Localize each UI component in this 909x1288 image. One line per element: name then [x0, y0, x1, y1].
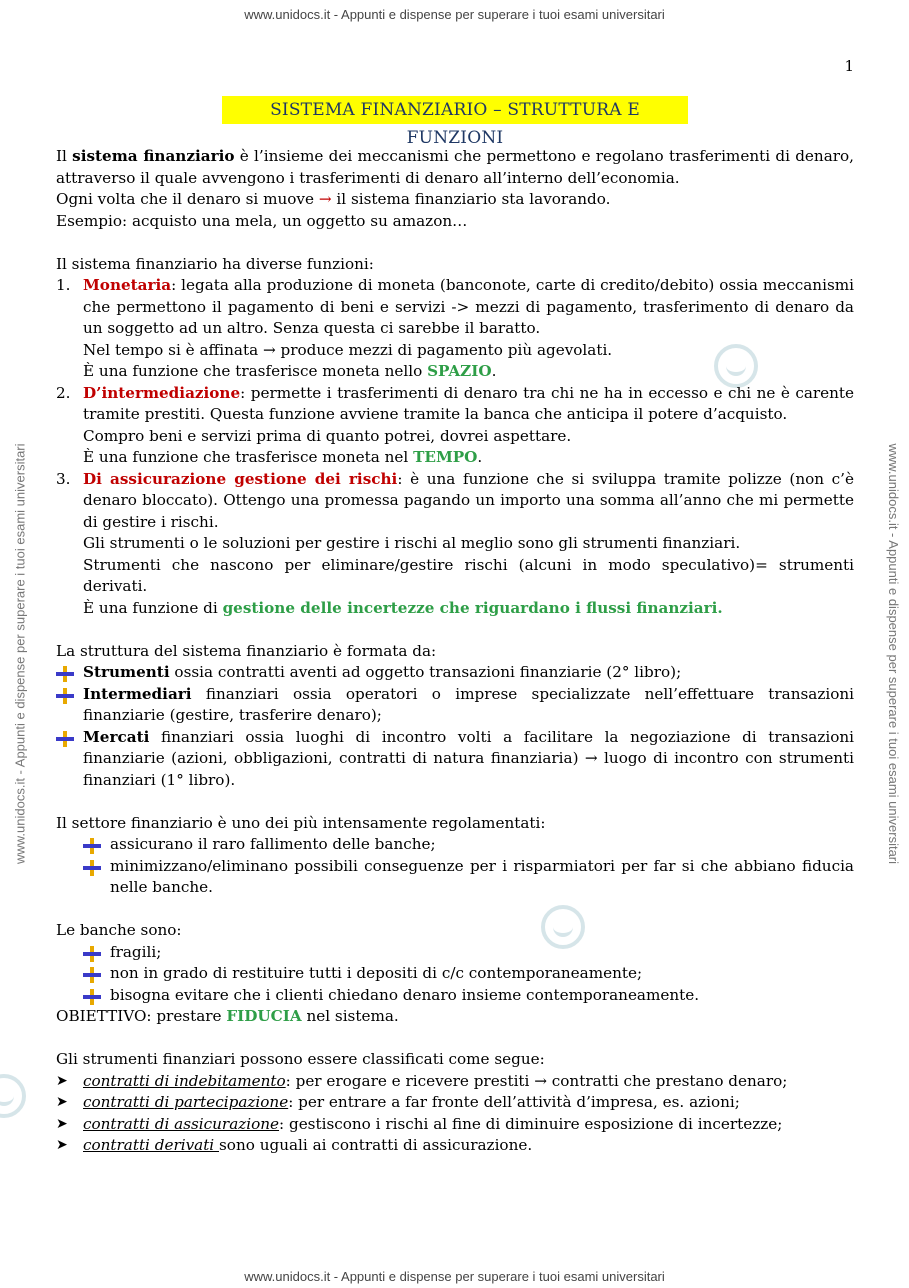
list-item [56, 1135, 854, 1157]
banche-text: bisogna evitare che i clienti chiedano denaro insieme contemporaneamente. [110, 985, 700, 1004]
list-item [56, 963, 854, 985]
list-item [56, 834, 854, 856]
plus-bullet-icon [83, 860, 101, 876]
arrow-bullet-icon: ➤ [56, 1137, 68, 1153]
strumento-name: contratti derivati [83, 1136, 219, 1154]
banche-text: fragili; [110, 942, 162, 961]
funzione-line: Gli strumenti o le soluzioni per gestire i rischi al meglio sono gli strumenti finanziari. [83, 534, 741, 552]
list-item [56, 727, 854, 792]
funzione-name: Monetaria [83, 276, 172, 294]
strumento-text: : per entrare a far fronte dell’attività d’impresa, es. azioni; [288, 1093, 740, 1111]
strumento-name: contratti di indebitamento [83, 1071, 286, 1090]
funzione-keyword: SPAZIO [427, 362, 492, 380]
obiettivo-text: nel sistema. [301, 1007, 399, 1025]
funzioni-heading: Il sistema finanziario ha diverse funzioni: [56, 254, 374, 273]
strumento-text: sono uguali ai contratti di assicurazione. [219, 1136, 533, 1154]
item-number: 1. [56, 276, 71, 294]
list-item [56, 1092, 854, 1114]
list-item [56, 985, 854, 1007]
document-body [56, 146, 854, 1157]
intro-text: il sistema finanziario sta lavorando. [331, 190, 611, 208]
arrow-bullet-icon: ➤ [56, 1094, 68, 1110]
funzione-line: Compro beni e servizi prima di quanto potrei, dovrei aspettare. [83, 426, 572, 445]
strumento-name: contratti di partecipazione [83, 1093, 289, 1111]
obiettivo-text: OBIETTIVO: prestare [56, 1007, 227, 1025]
plus-bullet-icon [83, 967, 101, 983]
funzione-text: : permette i trasferimenti di denaro tra chi ne ha in eccesso e chi ne è carente tramite prestiti. Questa funzione avviene tramite la banca che anticipa il potere d’acquisto. [83, 383, 854, 423]
intro-line [56, 189, 854, 211]
obiettivo-keyword: FIDUCIA [226, 1007, 302, 1025]
arrow-bullet-icon: ➤ [56, 1072, 68, 1089]
list-item [56, 469, 854, 620]
arrow-bullet-icon: ➤ [56, 1115, 68, 1132]
funzione-line: È una funzione di [83, 598, 223, 617]
page-title: SISTEMA FINANZIARIO – STRUTTURA E FUNZIONI [222, 96, 688, 124]
watermark-logo-icon [0, 1074, 26, 1118]
plus-bullet-icon [56, 688, 74, 704]
plus-bullet-icon [83, 838, 101, 854]
item-number: 3. [56, 469, 71, 488]
intro-paragraph [56, 146, 854, 189]
settore-list [56, 834, 854, 899]
plus-bullet-icon [83, 946, 101, 962]
watermark-top: www.unidocs.it - Appunti e dispense per superare i tuoi esami universitari [244, 7, 665, 22]
list-item [56, 275, 854, 383]
list-item [56, 942, 854, 964]
settore-text: assicurano il raro fallimento delle banche; [110, 835, 436, 853]
plus-bullet-icon [56, 731, 74, 747]
struttura-term: Mercati [83, 727, 150, 746]
banche-heading: Le banche sono: [56, 921, 182, 939]
watermark-right: www.unidocs.it - Appunti e dispense per superare i tuoi esami universitari [885, 443, 901, 865]
list-item [56, 383, 854, 469]
funzione-name: Di assicurazione gestione dei rischi [83, 469, 398, 488]
intro-text: Il [56, 147, 73, 165]
funzione-text: : legata alla produzione di moneta (banconote, carte di credito/debito) ossia meccanismi che permettono il pagamento di beni e servizi -> mezzi di pagamento, trasferimento di denaro da un soggetto ad un altro. Senza questa ci sarebbe il baratto. [83, 276, 854, 337]
funzione-line: . [491, 362, 497, 380]
watermark-left: www.unidocs.it - Appunti e dispense per superare i tuoi esami universitari [12, 443, 28, 865]
obiettivo-line [56, 1006, 854, 1028]
strumento-text: : gestiscono i rischi al fine di diminuire esposizione di incertezze; [279, 1114, 783, 1133]
funzione-keyword: gestione delle incertezze che riguardano i flussi finanziari. [222, 598, 723, 617]
arrow-icon: → [318, 190, 332, 208]
list-item [56, 1114, 854, 1136]
strumenti-list [56, 1071, 854, 1157]
funzione-line: Strumenti che nascono per eliminare/gestire rischi (alcuni in modo speculativo)= strumenti derivati. [83, 555, 854, 595]
struttura-term: Strumenti [83, 663, 170, 681]
settore-heading: Il settore finanziario è uno dei più intensamente regolamentati: [56, 813, 546, 832]
struttura-heading: La struttura del sistema finanziario è formata da: [56, 641, 437, 660]
strumento-text: : per erogare e ricevere prestiti → contratti che prestano denaro; [285, 1071, 788, 1090]
funzione-line: È una funzione che trasferisce moneta nel [83, 448, 414, 466]
intro-text: è l’insieme dei meccanismi che permettono e regolano trasferimenti di denaro, attraverso il quale avvengono i trasferimenti di denaro all’interno dell’economia. [56, 147, 854, 187]
list-item [56, 856, 854, 899]
intro-keyword: sistema finanziario [72, 147, 235, 165]
funzione-line: . [477, 448, 483, 466]
struttura-term: Intermediari [83, 684, 192, 703]
intro-example: Esempio: acquisto una mela, un oggetto su amazon… [56, 211, 468, 230]
watermark-bottom: www.unidocs.it - Appunti e dispense per superare i tuoi esami universitari [244, 1269, 665, 1284]
strumenti-heading: Gli strumenti finanziari possono essere classificati come segue: [56, 1050, 545, 1068]
strumento-name: contratti di assicurazione [83, 1114, 280, 1133]
plus-bullet-icon [83, 989, 101, 1005]
plus-bullet-icon [56, 666, 74, 682]
funzione-line: È una funzione che trasferisce moneta nello [83, 362, 428, 380]
list-item [56, 662, 854, 684]
intro-text: Ogni volta che il denaro si muove [56, 190, 319, 208]
funzione-line: Nel tempo si è affinata → produce mezzi di pagamento più agevolati. [83, 340, 613, 359]
funzione-name: D’intermediazione [83, 383, 241, 402]
funzioni-list [56, 275, 854, 619]
list-item [56, 1071, 854, 1093]
struttura-text: ossia contratti aventi ad oggetto transazioni finanziarie (2° libro); [169, 663, 682, 681]
struttura-text: finanziari ossia operatori o imprese specializzate nell’effettuare transazioni finanziarie (gestire, trasferire denaro); [83, 684, 854, 724]
page-number: 1 [844, 57, 854, 75]
item-number: 2. [56, 383, 71, 402]
settore-text: minimizzano/eliminano possibili conseguenze per i risparmiatori per far si che abbiano fiducia nelle banche. [110, 856, 854, 896]
struttura-list [56, 662, 854, 791]
banche-text: non in grado di restituire tutti i depositi di c/c contemporaneamente; [110, 964, 643, 982]
funzione-text: : è una funzione che si sviluppa tramite polizze (non c’è denaro bloccato). Ottengo una promessa pagando un importo una somma all’anno che mi permette di gestire i rischi. [83, 469, 855, 531]
list-item [56, 684, 854, 727]
funzione-keyword: TEMPO [413, 448, 478, 466]
struttura-text: finanziari ossia luoghi di incontro volti a facilitare la negoziazione di transazioni finanziarie (azioni, obbligazioni, contratti di natura finanziaria) → luogo di incontro con strumenti finanziari (1° libro). [83, 727, 854, 789]
banche-list [56, 942, 854, 1007]
